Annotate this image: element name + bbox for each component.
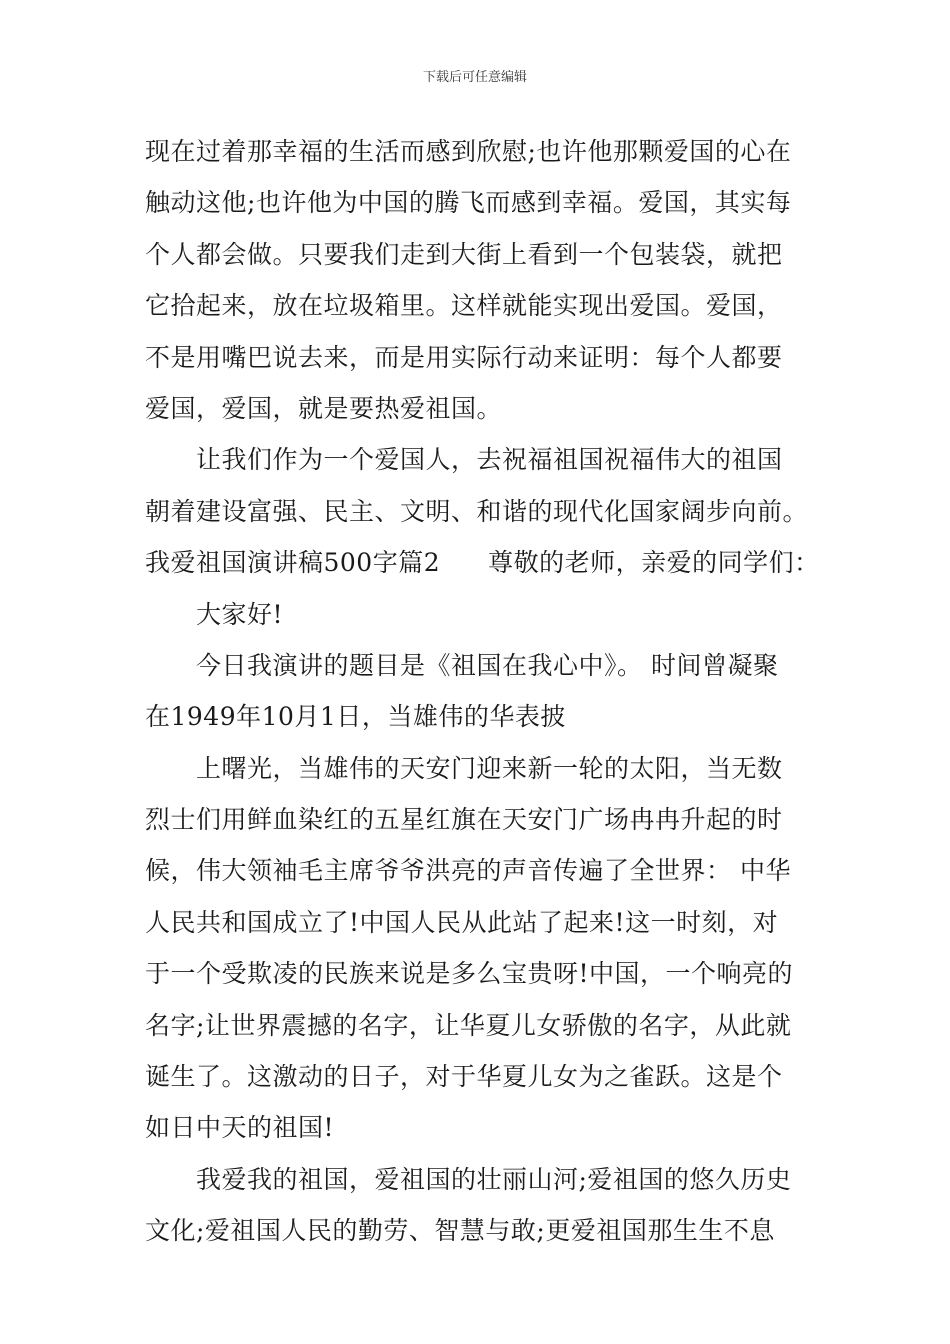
text-line: 朝着建设富强、民主、文明、和谐的现代化国家阔步向前。	[145, 496, 809, 526]
text-line: 文化;爱祖国人民的勤劳、智慧与敢;更爱祖国那生生不息	[145, 1216, 775, 1246]
text-line: 名字;让世界震撼的名字，让华夏儿女骄傲的名字，从此就	[145, 1010, 792, 1040]
document-body	[145, 126, 820, 1257]
text-line: 诞生了。这激动的日子，对于华夏儿女为之雀跃。这是个	[145, 1062, 783, 1092]
text-line: 爱国，爱国，就是要热爱祖国。	[145, 393, 503, 423]
text-line: 现在过着那幸福的生活而感到欣慰;也许他那颗爱国的心在	[145, 137, 792, 166]
text-line: 我爱我的祖国，爱祖国的壮丽山河;爱祖国的悠久历史	[196, 1164, 792, 1194]
text-line: 个人都会做。只要我们走到大街上看到一个包装袋，就把	[145, 239, 783, 269]
text-line: 上曙光，当雄伟的天安门迎来新一轮的太阳，当无数	[196, 753, 783, 783]
text-line: 让我们作为一个爱国人，去祝福祖国祝福伟大的祖国	[196, 445, 783, 475]
text-line: 不是用嘴巴说去来，而是用实际行动来证明：每个人都要	[145, 342, 783, 372]
text-line: 如日中天的祖国!	[145, 1113, 335, 1143]
text-line: 触动这他;也许他为中国的腾飞而感到幸福。爱国，其实每	[145, 188, 792, 218]
text-line: 大家好!	[196, 599, 284, 629]
text-line: 烈士们用鲜血染红的五星红旗在天安门广场冉冉升起的时	[145, 805, 783, 835]
text-line: 人民共和国成立了!中国人民从此站了起来!这一时刻，对	[145, 907, 779, 937]
section-heading-line	[145, 537, 820, 588]
text-line: 今日我演讲的题目是《祖国在我心中》。 时间曾凝聚	[196, 650, 779, 680]
text-line: 候，伟大领袖毛主席爷爷洪亮的声音传遍了全世界： 中华	[145, 856, 791, 886]
salutation: 尊敬的老师，亲爱的同学们：	[488, 548, 820, 578]
text-line: 于一个受欺凌的民族来说是多么宝贵呀!中国，一个响亮的	[145, 959, 794, 989]
text-line: 它拾起来，放在垃圾箱里。这样就能实现出爱国。爱国，	[145, 291, 783, 321]
section-title: 我爱祖国演讲稿500字篇2	[145, 548, 441, 578]
page-header: 下载后可任意编辑	[422, 70, 527, 85]
text-line: 在1949年10月1日，当雄伟的华表披	[145, 702, 566, 732]
